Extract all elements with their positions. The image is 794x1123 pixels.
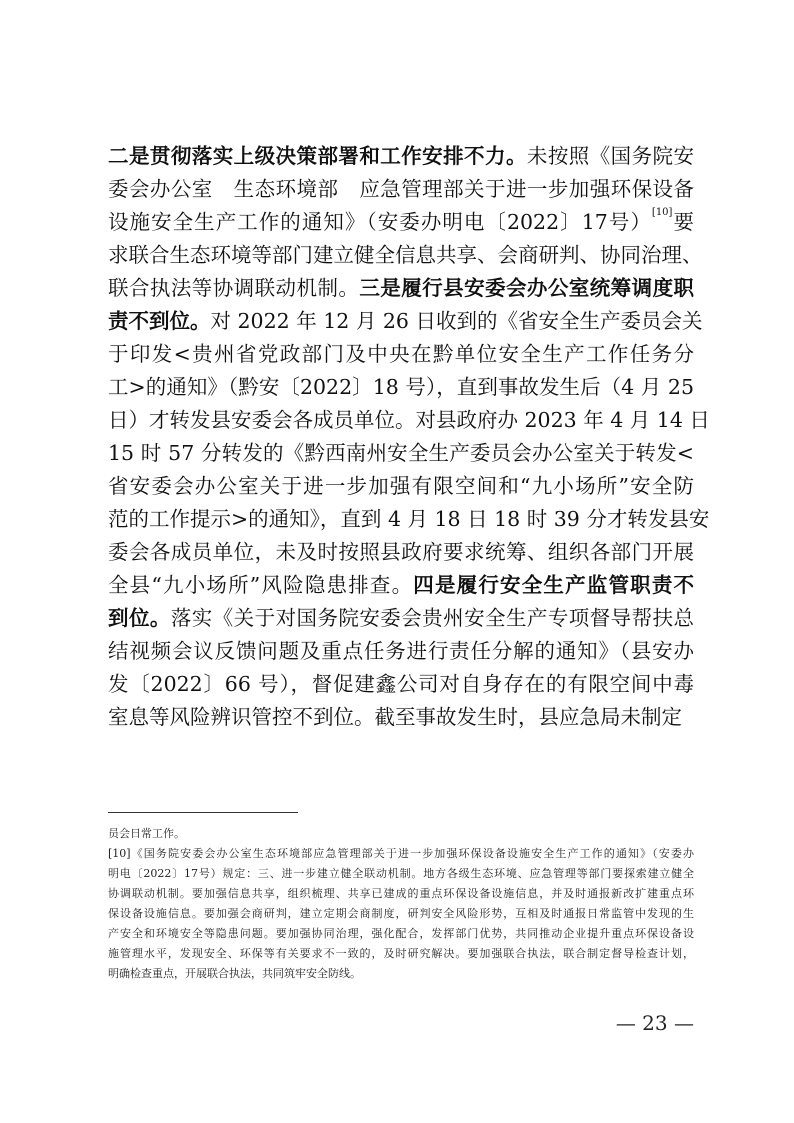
footnote-line: 员会日常工作。 — [108, 827, 185, 840]
text-line — [108, 569, 694, 602]
text-segment: 全县“九小场所”风险隐患排查。 — [108, 573, 414, 597]
text-line — [108, 173, 694, 206]
footnote-line: 施管理水平，发现安全、环保等有关要求不一致的，及时研究解决。要加强联合执法，联合制定督导检查计划， — [108, 947, 694, 960]
text-segment: 委会办公室 生态环境部 应急管理部关于进一步加强环保设备 — [108, 177, 694, 201]
text-segment: 未按照《国务院安 — [526, 144, 695, 168]
text-line — [108, 206, 694, 239]
text-segment: 15 时 57 分转发的《黔西南州安全生产委员会办公室关于转发< — [108, 441, 694, 465]
bold-heading-segment: 三是履行县安委会办公室统筹调度职 — [359, 276, 695, 300]
bold-heading-segment: 到位。 — [108, 606, 171, 630]
text-segment: 设施安全生产工作的通知》（安委办明电〔2022〕17号） — [108, 210, 652, 234]
footnote-separator — [108, 812, 298, 813]
text-segment: 委会各成员单位，未及时按照县政府要求统筹、组织各部门开展 — [108, 540, 694, 564]
footnote-line: 明确检查重点，开展联合执法，共同筑牢安全防线。 — [108, 967, 361, 980]
text-line — [108, 437, 694, 470]
footnote-reference: [10] — [651, 207, 673, 218]
text-line — [108, 404, 710, 437]
page-number: — 23 — — [615, 1011, 694, 1035]
text-segment: 求联合生态环境等部门建立健全信息共享、会商研判、协同治理、 — [108, 243, 703, 267]
text-segment: 要 — [672, 210, 694, 234]
footnote-line: 协调联动机制。要加强信息共享，组织梳理、共享已建成的重点环保设备设施信息，并及时通报新改扩建重点环 — [108, 887, 694, 900]
text-line — [108, 503, 710, 536]
footnote-line: 保设备设施信息。要加强会商研判，建立定期会商制度，研判安全风险形势，互相及时通报日常监管中发现的生 — [108, 907, 694, 920]
footnote-line: [10]《国务院安委会办公室生态环境部应急管理部关于进一步加强环保设备设施安全生产工作的通知》（安委办 — [108, 847, 694, 860]
text-line — [108, 272, 694, 305]
bold-heading-segment: 二是贯彻落实上级决策部署和工作安排不力。 — [108, 144, 527, 168]
text-line — [108, 371, 694, 404]
text-segment: 于印发<贵州省党政部门及中央在黔单位安全生产工作任务分 — [108, 342, 694, 366]
text-line — [108, 239, 703, 272]
text-line — [108, 635, 694, 668]
text-line — [108, 305, 703, 338]
text-segment: 落实《关于对国务院安委会贵州安全生产专项督导帮扶总 — [170, 606, 695, 630]
text-line — [108, 470, 694, 503]
footnotes — [108, 824, 694, 984]
text-segment: 室息等风险辨识管控不到位。截至事故发生时，县应急局未制定 — [108, 705, 682, 729]
footnote-line: 产安全和环境安全等隐患问题。要加强协同治理，强化配合，发挥部门优势，共同推动企业提升重点环保设备设 — [108, 927, 694, 940]
text-segment: 工>的通知》（黔安〔2022〕18 号），直到事故发生后（4 月 25 — [108, 375, 694, 399]
bold-heading-segment: 四是履行安全生产监管职责不 — [413, 573, 695, 597]
text-segment: 范的工作提示>的通知》，直到 4 月 18 日 18 时 39 分才转发县安 — [108, 507, 710, 531]
main-text — [108, 140, 710, 734]
text-line — [108, 668, 694, 701]
text-segment: 联合执法等协调联动机制。 — [108, 276, 360, 300]
text-line — [108, 602, 694, 635]
text-line — [108, 338, 694, 371]
text-segment: 对 2022 年 12 月 26 日收到的《省安全生产委员会关 — [210, 309, 703, 333]
text-segment: 省安委会办公室关于进一步加强有限空间和“九小场所”安全防 — [108, 474, 694, 498]
text-line — [108, 701, 694, 734]
bold-heading-segment: 责不到位。 — [108, 309, 211, 333]
text-segment: 结视频会议反馈问题及重点任务进行责任分解的通知》（县安办 — [108, 639, 694, 663]
text-line — [108, 140, 694, 173]
text-line — [108, 536, 694, 569]
text-segment: 发〔2022〕66 号），督促建鑫公司对自身存在的有限空间中毒 — [108, 672, 694, 696]
footnote-line: 明电〔2022〕17号）规定：三、进一步建立健全联动机制。地方各级生态环境、应急管理等部门要探索建立健全 — [108, 867, 694, 880]
text-segment: 日）才转发县安委会各成员单位。对县政府办 2023 年 4 月 14 日 — [108, 408, 710, 432]
